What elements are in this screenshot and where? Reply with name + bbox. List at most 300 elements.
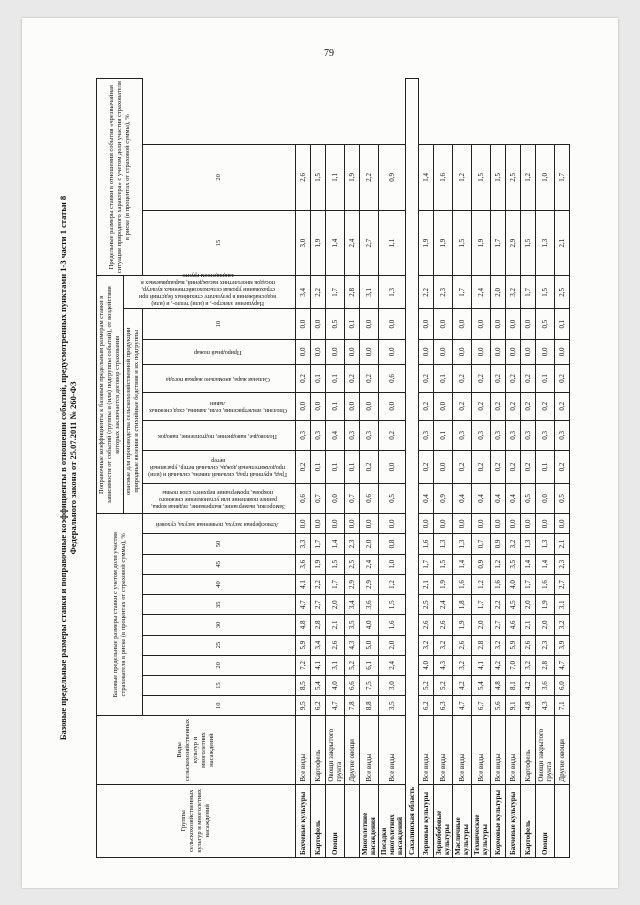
base-rate-cell: 3,6 bbox=[360, 595, 379, 615]
base-rate-cell: 1,4 bbox=[453, 554, 472, 574]
base-rate-cell: 1,7 bbox=[326, 574, 345, 594]
base-rate-cell: 3,2 bbox=[434, 635, 453, 655]
base-rate-cell: 2,7 bbox=[311, 595, 326, 615]
coef-cell: 0,2 bbox=[419, 392, 434, 420]
coef-cell: 0,0 bbox=[434, 514, 453, 534]
crop-group-cell: Технические культуры bbox=[472, 784, 491, 857]
base-rate-cell: 1,0 bbox=[379, 554, 406, 574]
coef-cell: 0,1 bbox=[326, 365, 345, 393]
base-rate-cell: 1,4 bbox=[521, 554, 536, 574]
base-rate-cell: 2,9 bbox=[360, 574, 379, 594]
crop-type-cell: Овощи закрытого грунта bbox=[326, 716, 345, 784]
base-rate-cell: 1,2 bbox=[472, 574, 491, 594]
base-rate-cell: 2,2 bbox=[311, 574, 326, 594]
base-rate-cell: 6,2 bbox=[419, 696, 434, 716]
coef-cell: 0,4 bbox=[491, 483, 506, 513]
limit-rate-cell: 2,2 bbox=[311, 276, 326, 309]
base-rate-cell: 5,9 bbox=[296, 635, 311, 655]
coef-cell: 0,7 bbox=[311, 483, 326, 513]
crop-type-cell: Овощи закрытого грунта bbox=[536, 716, 555, 784]
limit-rate-cell: 0,9 bbox=[379, 144, 406, 210]
base-rate-cell: 2,6 bbox=[419, 615, 434, 635]
coef-cell: 0,5 bbox=[555, 483, 570, 513]
base-rate-cell: 1,8 bbox=[453, 595, 472, 615]
base-rate-cell: 2,3 bbox=[536, 635, 555, 655]
limit-rate-cell: 1,3 bbox=[379, 276, 406, 309]
limit-rate-cell: 2,6 bbox=[296, 144, 311, 210]
base-rate-cell: 4,7 bbox=[453, 696, 472, 716]
base-rate-cell: 2,6 bbox=[326, 635, 345, 655]
limit-rate-cell: 1,2 bbox=[521, 144, 536, 210]
limit-rate-cell: 1,1 bbox=[379, 210, 406, 276]
coef-cell: 0,0 bbox=[326, 339, 345, 364]
base-rate-cell: 3,4 bbox=[311, 635, 326, 655]
coef-cell: 0,0 bbox=[419, 514, 434, 534]
coef-cell: 0,0 bbox=[434, 392, 453, 420]
base-rate-cell: 3,1 bbox=[555, 595, 570, 615]
coef-cell: 0,3 bbox=[521, 420, 536, 450]
coef-cell: 0,3 bbox=[345, 420, 360, 450]
coef-cell: 0,4 bbox=[472, 483, 491, 513]
coef-cell: 0,0 bbox=[434, 451, 453, 484]
coef-cell: 0,4 bbox=[506, 483, 521, 513]
coef-cell: 0,0 bbox=[296, 514, 311, 534]
base-rate-cell: 0,9 bbox=[491, 534, 506, 554]
coef-cell: 0,2 bbox=[419, 451, 434, 484]
crop-group-cell bbox=[345, 784, 360, 857]
crop-group-cell: Масличные культуры bbox=[453, 784, 472, 857]
base-rate-cell: 0,7 bbox=[472, 534, 491, 554]
coef-cell: 0,0 bbox=[521, 514, 536, 534]
coef-cell: 0,0 bbox=[419, 309, 434, 339]
limit-rate-cell: 2,2 bbox=[360, 144, 379, 210]
crop-group-cell bbox=[555, 784, 570, 857]
page-number: 79 bbox=[324, 48, 334, 59]
coef-cell: 0,1 bbox=[311, 451, 326, 484]
coef-cell: 0,1 bbox=[536, 365, 555, 393]
coef-cell: 0,0 bbox=[491, 309, 506, 339]
base-rate-cell: 3,2 bbox=[453, 655, 472, 675]
base-rate-cell: 7,5 bbox=[360, 675, 379, 695]
coef-cell: 0,4 bbox=[326, 420, 345, 450]
coef-cell: 0,5 bbox=[326, 309, 345, 339]
limit-rate-cell: 2,5 bbox=[506, 144, 521, 210]
base-rate-cell: 1,6 bbox=[536, 574, 555, 594]
coef-cell: 0,6 bbox=[296, 483, 311, 513]
base-rate-cell: 6,2 bbox=[311, 696, 326, 716]
base-rate-cell: 1,9 bbox=[536, 595, 555, 615]
coef-cell: 0,2 bbox=[472, 392, 491, 420]
base-rate-cell: 2,3 bbox=[555, 554, 570, 574]
col-limit-header: Предельные размеры ставки в отношении события «чрезвычайная ситуация природного характера» с учетом доли участия страхователя в риске (в процентах от страховой суммы), % bbox=[97, 79, 143, 276]
base-rate-cell: 3,6 bbox=[536, 675, 555, 695]
base-rate-cell: 6,3 bbox=[434, 696, 453, 716]
coef-cell: 0,2 bbox=[506, 451, 521, 484]
coef-cell: 0,3 bbox=[536, 420, 555, 450]
base-rate-cell: 1,5 bbox=[326, 554, 345, 574]
crop-type-cell: Все виды bbox=[419, 716, 434, 784]
base-rate-cell: 4,8 bbox=[521, 696, 536, 716]
coef-cell: 0,2 bbox=[345, 365, 360, 393]
limit-rate-cell: 1,5 bbox=[491, 144, 506, 210]
crop-type-cell: Все виды bbox=[453, 716, 472, 784]
coef-cell: 0,4 bbox=[419, 483, 434, 513]
base-rate-cell: 6,1 bbox=[360, 655, 379, 675]
share-header-45: 45 bbox=[143, 554, 296, 574]
rotated-table-area bbox=[52, 78, 572, 858]
base-rate-cell: 3,6 bbox=[296, 554, 311, 574]
coef-col-header-6: Природный пожар bbox=[143, 339, 296, 364]
coef-cell: 0,0 bbox=[555, 339, 570, 364]
base-rate-cell: 1,7 bbox=[311, 534, 326, 554]
limit-rate-cell: 1,7 bbox=[555, 144, 570, 210]
crop-type-cell: Другие овощи bbox=[345, 716, 360, 784]
base-rate-cell: 2,0 bbox=[521, 595, 536, 615]
coef-cell: 0,2 bbox=[453, 365, 472, 393]
coef-col-header-3: Половодье, наводнение, подтопление, паводок bbox=[143, 420, 296, 450]
limit-rate-cell: 1,3 bbox=[536, 210, 555, 276]
limit-rate-cell: 1,5 bbox=[453, 210, 472, 276]
base-rate-cell: 3,0 bbox=[379, 675, 406, 695]
coef-cell: 0,0 bbox=[536, 339, 555, 364]
base-rate-cell: 9,1 bbox=[506, 696, 521, 716]
base-rate-cell: 2,5 bbox=[419, 595, 434, 615]
base-rate-cell: 2,8 bbox=[472, 635, 491, 655]
base-rate-cell: 2,1 bbox=[419, 574, 434, 594]
coef-cell: 0,0 bbox=[379, 451, 406, 484]
table-row bbox=[521, 79, 536, 858]
coef-cell: 0,0 bbox=[434, 339, 453, 364]
base-rate-cell: 4,0 bbox=[360, 615, 379, 635]
base-rate-cell: 2,7 bbox=[491, 615, 506, 635]
base-rate-cell: 4,8 bbox=[491, 675, 506, 695]
limit-rate-cell: 1,2 bbox=[453, 144, 472, 210]
base-rate-cell: 1,7 bbox=[472, 595, 491, 615]
crop-group-cell: Бахчевые культуры bbox=[506, 784, 521, 857]
base-rate-cell: 7,1 bbox=[555, 696, 570, 716]
limit-rate-cell: 3,0 bbox=[296, 210, 311, 276]
coef-cell: 0,0 bbox=[296, 309, 311, 339]
limit-rate-cell: 3,4 bbox=[296, 276, 311, 309]
limit-rate-cell: 1,7 bbox=[453, 276, 472, 309]
base-rate-cell: 7,8 bbox=[345, 696, 360, 716]
limit-rate-cell: 1,7 bbox=[491, 210, 506, 276]
coef-cell: 0,9 bbox=[434, 483, 453, 513]
coef-cell: 0,0 bbox=[360, 514, 379, 534]
coef-cell: 0,3 bbox=[453, 420, 472, 450]
base-rate-cell: 2,9 bbox=[345, 574, 360, 594]
coef-cell: 0,0 bbox=[506, 339, 521, 364]
crop-group-cell: Зернобобовые культуры bbox=[434, 784, 453, 857]
coef-cell: 0,0 bbox=[296, 339, 311, 364]
crop-type-cell: Картофель bbox=[311, 716, 326, 784]
crop-group-cell: Бахчевые культуры bbox=[296, 784, 311, 857]
coef-cell: 0,0 bbox=[360, 392, 379, 420]
coef-cell: 0,0 bbox=[491, 339, 506, 364]
base-rate-cell: 1,6 bbox=[379, 615, 406, 635]
crop-type-cell: Все виды bbox=[491, 716, 506, 784]
coef-cell: 0,0 bbox=[506, 309, 521, 339]
base-rate-cell: 2,0 bbox=[326, 595, 345, 615]
base-rate-cell: 3,5 bbox=[379, 696, 406, 716]
crop-group-cell: Овощи bbox=[536, 784, 555, 857]
base-rate-cell: 4,1 bbox=[472, 655, 491, 675]
limit-rate-cell: 3,2 bbox=[506, 276, 521, 309]
coef-cell: 0,0 bbox=[345, 514, 360, 534]
base-rate-cell: 1,2 bbox=[379, 574, 406, 594]
coef-cell: 0,0 bbox=[360, 339, 379, 364]
base-rate-cell: 5,4 bbox=[472, 675, 491, 695]
limit-rate-cell: 1,5 bbox=[311, 144, 326, 210]
base-rate-cell: 0,9 bbox=[472, 554, 491, 574]
coef-cell: 0,2 bbox=[360, 451, 379, 484]
table-row bbox=[296, 79, 311, 858]
document-page bbox=[22, 18, 618, 888]
col-coef-last-header: Нарушение электро-, и (или) тепло-, и (или) водоснабжения в результате стихийных бедствий при страховании урожая сельскохозяйственных культур, посадок многолетних насаждений, выращиваемых в защищенном грунте bbox=[124, 276, 296, 309]
base-rate-cell: 2,0 bbox=[360, 534, 379, 554]
base-rate-cell: 2,4 bbox=[379, 655, 406, 675]
limit-rate-cell: 1,4 bbox=[419, 144, 434, 210]
limit-rate-cell: 2,3 bbox=[434, 276, 453, 309]
base-rate-cell: 3,2 bbox=[521, 655, 536, 675]
share-header-30: 30 bbox=[143, 615, 296, 635]
coef-cell: 0,0 bbox=[419, 339, 434, 364]
coef-cell: 0,0 bbox=[345, 339, 360, 364]
coef-cell: 0,0 bbox=[379, 392, 406, 420]
coef-cell: 0,2 bbox=[555, 365, 570, 393]
coefficient-table bbox=[96, 78, 570, 858]
coef-cell: 0,7 bbox=[345, 483, 360, 513]
base-rate-cell: 2,4 bbox=[360, 554, 379, 574]
base-rate-cell: 4,2 bbox=[521, 675, 536, 695]
coef-cell: 0,1 bbox=[555, 309, 570, 339]
base-rate-cell: 2,1 bbox=[521, 615, 536, 635]
limit-rate-cell: 1,9 bbox=[345, 144, 360, 210]
base-rate-cell: 4,0 bbox=[326, 675, 345, 695]
coef-cell: 0,0 bbox=[453, 514, 472, 534]
coef-cell: 0,2 bbox=[521, 392, 536, 420]
coef-cell: 0,4 bbox=[453, 483, 472, 513]
base-rate-cell: 4,0 bbox=[506, 574, 521, 594]
base-rate-cell: 2,7 bbox=[555, 574, 570, 594]
base-rate-cell: 2,6 bbox=[453, 635, 472, 655]
base-rate-cell: 4,3 bbox=[345, 635, 360, 655]
crop-type-cell: Все виды bbox=[506, 716, 521, 784]
base-rate-cell: 7,0 bbox=[506, 655, 521, 675]
crop-type-cell: Все виды bbox=[434, 716, 453, 784]
coef-cell: 0,2 bbox=[521, 451, 536, 484]
region-name: Сахалинская область bbox=[406, 79, 419, 858]
coef-cell: 0,2 bbox=[360, 365, 379, 393]
coef-cell: 0,0 bbox=[345, 392, 360, 420]
base-rate-cell: 3,5 bbox=[345, 615, 360, 635]
coef-cell: 0,3 bbox=[555, 420, 570, 450]
base-rate-cell: 3,4 bbox=[345, 595, 360, 615]
limit-rate-cell: 1,5 bbox=[536, 276, 555, 309]
crop-group-cell: Зерновые культуры bbox=[419, 784, 434, 857]
base-rate-cell: 3,3 bbox=[296, 534, 311, 554]
coef-cell: 0,0 bbox=[453, 339, 472, 364]
coef-cell: 0,2 bbox=[555, 392, 570, 420]
base-rate-cell: 5,2 bbox=[419, 675, 434, 695]
coef-cell: 0,0 bbox=[555, 514, 570, 534]
coef-cell: 0,3 bbox=[419, 420, 434, 450]
coef-cell: 0,0 bbox=[521, 339, 536, 364]
share-header-15: 15 bbox=[143, 675, 296, 695]
base-rate-cell: 5,4 bbox=[311, 675, 326, 695]
coef-cell: 0,1 bbox=[434, 420, 453, 450]
base-rate-cell: 1,3 bbox=[453, 534, 472, 554]
base-rate-cell: 2,6 bbox=[521, 635, 536, 655]
base-rate-cell: 6,7 bbox=[472, 696, 491, 716]
share-header-50: 50 bbox=[143, 534, 296, 554]
base-rate-cell: 7,2 bbox=[296, 655, 311, 675]
coef-cell: 0,0 bbox=[311, 392, 326, 420]
base-rate-cell: 4,7 bbox=[296, 595, 311, 615]
crop-type-cell: Все виды bbox=[360, 716, 379, 784]
base-rate-cell: 1,2 bbox=[491, 554, 506, 574]
coef-cell: 0,0 bbox=[360, 309, 379, 339]
limit-rate-cell: 1,7 bbox=[326, 276, 345, 309]
coef-cell: 0,0 bbox=[472, 339, 491, 364]
coef-cell: 0,0 bbox=[521, 309, 536, 339]
base-rate-cell: 8,5 bbox=[296, 675, 311, 695]
base-rate-cell: 2,2 bbox=[491, 595, 506, 615]
coef-col-header-1: Заморозки, вымерзание, выпревание, ледяная корка, раннее появление или установление снежного покрова, промерзание верхнего слоя почвы bbox=[143, 483, 296, 513]
coef-cell: 0,6 bbox=[379, 365, 406, 393]
coef-cell: 0,2 bbox=[506, 392, 521, 420]
coef-cell: 0,3 bbox=[506, 420, 521, 450]
table-row bbox=[536, 79, 555, 858]
coef-cell: 0,0 bbox=[506, 514, 521, 534]
share-header-20: 20 bbox=[143, 655, 296, 675]
coef-cell: 0,2 bbox=[555, 451, 570, 484]
coef-cell: 0,0 bbox=[491, 514, 506, 534]
share-header-10: 10 bbox=[143, 696, 296, 716]
base-rate-cell: 1,3 bbox=[536, 534, 555, 554]
limit-rate-cell: 2,8 bbox=[345, 276, 360, 309]
limit-share-header-10: 10 bbox=[143, 309, 296, 339]
base-rate-cell: 3,9 bbox=[555, 635, 570, 655]
limit-rate-cell: 2,5 bbox=[555, 276, 570, 309]
coef-cell: 0,2 bbox=[472, 365, 491, 393]
table-row bbox=[379, 79, 406, 858]
table-row bbox=[555, 79, 570, 858]
coef-cell: 0,2 bbox=[506, 365, 521, 393]
limit-rate-cell: 1,7 bbox=[521, 276, 536, 309]
coef-cell: 0,1 bbox=[345, 309, 360, 339]
limit-share-header-15: 15 bbox=[143, 210, 296, 276]
base-rate-cell: 1,7 bbox=[521, 574, 536, 594]
crop-type-cell: Другие овощи bbox=[555, 716, 570, 784]
coef-cell: 0,2 bbox=[491, 392, 506, 420]
coef-cell: 0,0 bbox=[472, 514, 491, 534]
base-rate-cell: 2,5 bbox=[345, 554, 360, 574]
table-row bbox=[419, 79, 434, 858]
share-header-35: 35 bbox=[143, 595, 296, 615]
coef-col-header-5: Сильная жара, аномально жаркая погода bbox=[143, 365, 296, 393]
crop-group-cell: Многолетние насаждения bbox=[360, 784, 379, 857]
base-rate-cell: 8,8 bbox=[360, 696, 379, 716]
coef-cell: 0,1 bbox=[311, 365, 326, 393]
table-row bbox=[345, 79, 360, 858]
coef-cell: 0,3 bbox=[491, 420, 506, 450]
coef-cell: 0,2 bbox=[472, 451, 491, 484]
limit-rate-cell: 1,6 bbox=[434, 144, 453, 210]
base-rate-cell: 1,4 bbox=[326, 534, 345, 554]
limit-rate-cell: 1,9 bbox=[419, 210, 434, 276]
coef-cell: 0,0 bbox=[311, 309, 326, 339]
coef-cell: 0,2 bbox=[379, 420, 406, 450]
base-rate-cell: 6,6 bbox=[345, 675, 360, 695]
base-rate-cell: 4,3 bbox=[536, 696, 555, 716]
coef-cell: 0,1 bbox=[326, 392, 345, 420]
region-row bbox=[406, 79, 419, 858]
coef-cell: 0,0 bbox=[379, 309, 406, 339]
coef-cell: 0,0 bbox=[434, 309, 453, 339]
base-rate-cell: 3,2 bbox=[491, 635, 506, 655]
base-rate-cell: 1,5 bbox=[434, 554, 453, 574]
base-rate-cell: 3,2 bbox=[555, 615, 570, 635]
coef-cell: 0,2 bbox=[491, 451, 506, 484]
base-rate-cell: 0,8 bbox=[379, 534, 406, 554]
base-rate-cell: 1,5 bbox=[379, 595, 406, 615]
base-rate-cell: 2,6 bbox=[434, 615, 453, 635]
coef-cell: 0,2 bbox=[296, 451, 311, 484]
base-rate-cell: 3,2 bbox=[419, 635, 434, 655]
coef-cell: 0,2 bbox=[419, 365, 434, 393]
col-group-header: Группы сельскохозяйственных культур и многолетних насаждений bbox=[97, 784, 296, 857]
base-rate-cell: 2,1 bbox=[555, 534, 570, 554]
coef-cell: 0,0 bbox=[326, 483, 345, 513]
limit-rate-cell: 1,0 bbox=[536, 144, 555, 210]
limit-rate-cell: 1,9 bbox=[434, 210, 453, 276]
base-rate-cell: 2,0 bbox=[379, 635, 406, 655]
base-rate-cell: 1,3 bbox=[434, 534, 453, 554]
coef-cell: 0,0 bbox=[326, 514, 345, 534]
coef-cell: 0,0 bbox=[472, 309, 491, 339]
crop-group-cell: Картофель bbox=[311, 784, 326, 857]
limit-rate-cell: 3,1 bbox=[360, 276, 379, 309]
coef-cell: 0,1 bbox=[536, 451, 555, 484]
crop-group-cell: Посадки многолетних насаждений bbox=[379, 784, 406, 857]
base-rate-cell: 6,0 bbox=[555, 675, 570, 695]
base-rate-cell: 3,2 bbox=[506, 534, 521, 554]
coef-cell: 0,2 bbox=[521, 365, 536, 393]
base-rate-cell: 4,2 bbox=[453, 675, 472, 695]
base-rate-cell: 2,8 bbox=[311, 615, 326, 635]
coef-cell: 0,0 bbox=[379, 339, 406, 364]
base-rate-cell: 4,1 bbox=[296, 574, 311, 594]
crop-group-cell: Кормовые культуры bbox=[491, 784, 506, 857]
share-header-25: 25 bbox=[143, 635, 296, 655]
base-rate-cell: 5,9 bbox=[506, 635, 521, 655]
limit-rate-cell: 1,4 bbox=[326, 210, 345, 276]
base-rate-cell: 3,5 bbox=[506, 554, 521, 574]
base-rate-cell: 1,9 bbox=[311, 554, 326, 574]
limit-rate-cell: 1,5 bbox=[521, 210, 536, 276]
base-rate-cell: 5,6 bbox=[491, 696, 506, 716]
limit-rate-cell: 2,4 bbox=[345, 210, 360, 276]
col-coef-header: Поправочные коэффициенты к базовым предельным размерам ставки в зависимости от событий (группы и (или) подгруппы событий), от воздействия которых заключается договор страхования bbox=[97, 276, 124, 514]
crop-group-cell: Овощи bbox=[326, 784, 345, 857]
col-coef-sub-header: опасные для производства сельскохозяйственной продукции природные явления и стихийные бедствия и их подгруппы bbox=[124, 309, 143, 514]
coef-cell: 0,5 bbox=[521, 483, 536, 513]
base-rate-cell: 4,3 bbox=[434, 655, 453, 675]
coef-cell: 0,0 bbox=[453, 309, 472, 339]
base-rate-cell: 2,4 bbox=[434, 595, 453, 615]
share-header-40: 40 bbox=[143, 574, 296, 594]
